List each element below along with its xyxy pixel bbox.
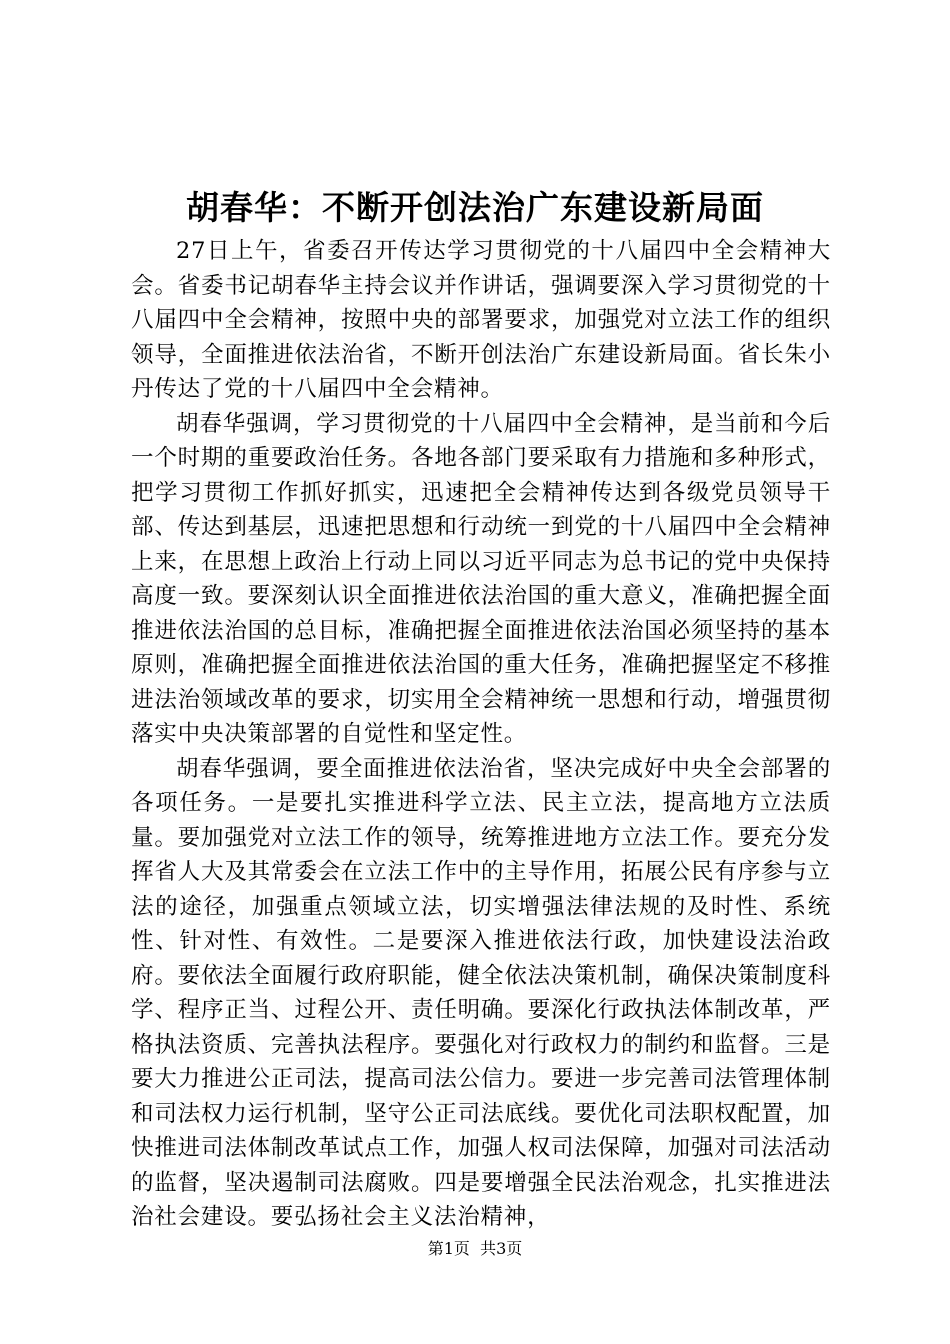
paragraph-1: 27日上午，省委召开传达学习贯彻党的十八届四中全会精神大会。省委书记胡春华主持会议并作讲话，强调要深入学习贯彻党的十八届四中全会精神，按照中央的部署要求，加强党对立法工作的组织领导，全面推进依法治省，不断开创法治广东建设新局面。省长朱小丹传达了党的十八届四中全会精神。: [131, 238, 831, 402]
document-body: [131, 234, 831, 1235]
paragraph-3: 胡春华强调，要全面推进依法治省，坚决完成好中央全会部署的各项任务。一是要扎实推进科学立法、民主立法，提高地方立法质量。要加强党对立法工作的领导，统筹推进地方立法工作。要充分发挥省人大及其常委会在立法工作中的主导作用，拓展公民有序参与立法的途径，加强重点领域立法，切实增强法律法规的及时性、系统性、针对性、有效性。二是要深入推进依法行政，加快建设法治政府。要依法全面履行政府职能，健全依法决策机制，确保决策制度科学、程序正当、过程公开、责任明确。要深化行政执法体制改革，严格执法资质、完善执法程序。要强化对行政权力的制约和监督。三是要大力推进公正司法，提高司法公信力。要进一步完善司法管理体制和司法权力运行机制，坚守公正司法底线。要优化司法职权配置，加快推进司法体制改革试点工作，加强人权司法保障，加强对司法活动的监督，坚决遏制司法腐败。四是要增强全民法治观念，扎实推进法治社会建设。要弘扬社会主义法治精神，: [131, 755, 831, 1230]
page-footer: [0, 1237, 950, 1261]
paragraph-2: 胡春华强调，学习贯彻党的十八届四中全会精神，是当前和今后一个时期的重要政治任务。各地各部门要采取有力措施和多种形式，把学习贯彻工作抓好抓实，迅速把全会精神传达到各级党员领导干部、传达到基层，迅速把思想和行动统一到党的十八届四中全会精神上来，在思想上政治上行动上同以习近平同志为总书记的党中央保持高度一致。要深刻认识全面推进依法治国的重大意义，准确把握全面推进依法治国的总目标，准确把握全面推进依法治国必须坚持的基本原则，准确把握全面推进依法治国的重大任务，准确把握坚定不移推进法治领域改革的要求，切实用全会精神统一思想和行动，增强贯彻落实中央决策部署的自觉性和坚定性。: [131, 410, 831, 747]
document-title: 胡春华：不断开创法治广东建设新局面: [186, 188, 764, 227]
page-number: 第1页 共3页: [427, 1239, 523, 1258]
